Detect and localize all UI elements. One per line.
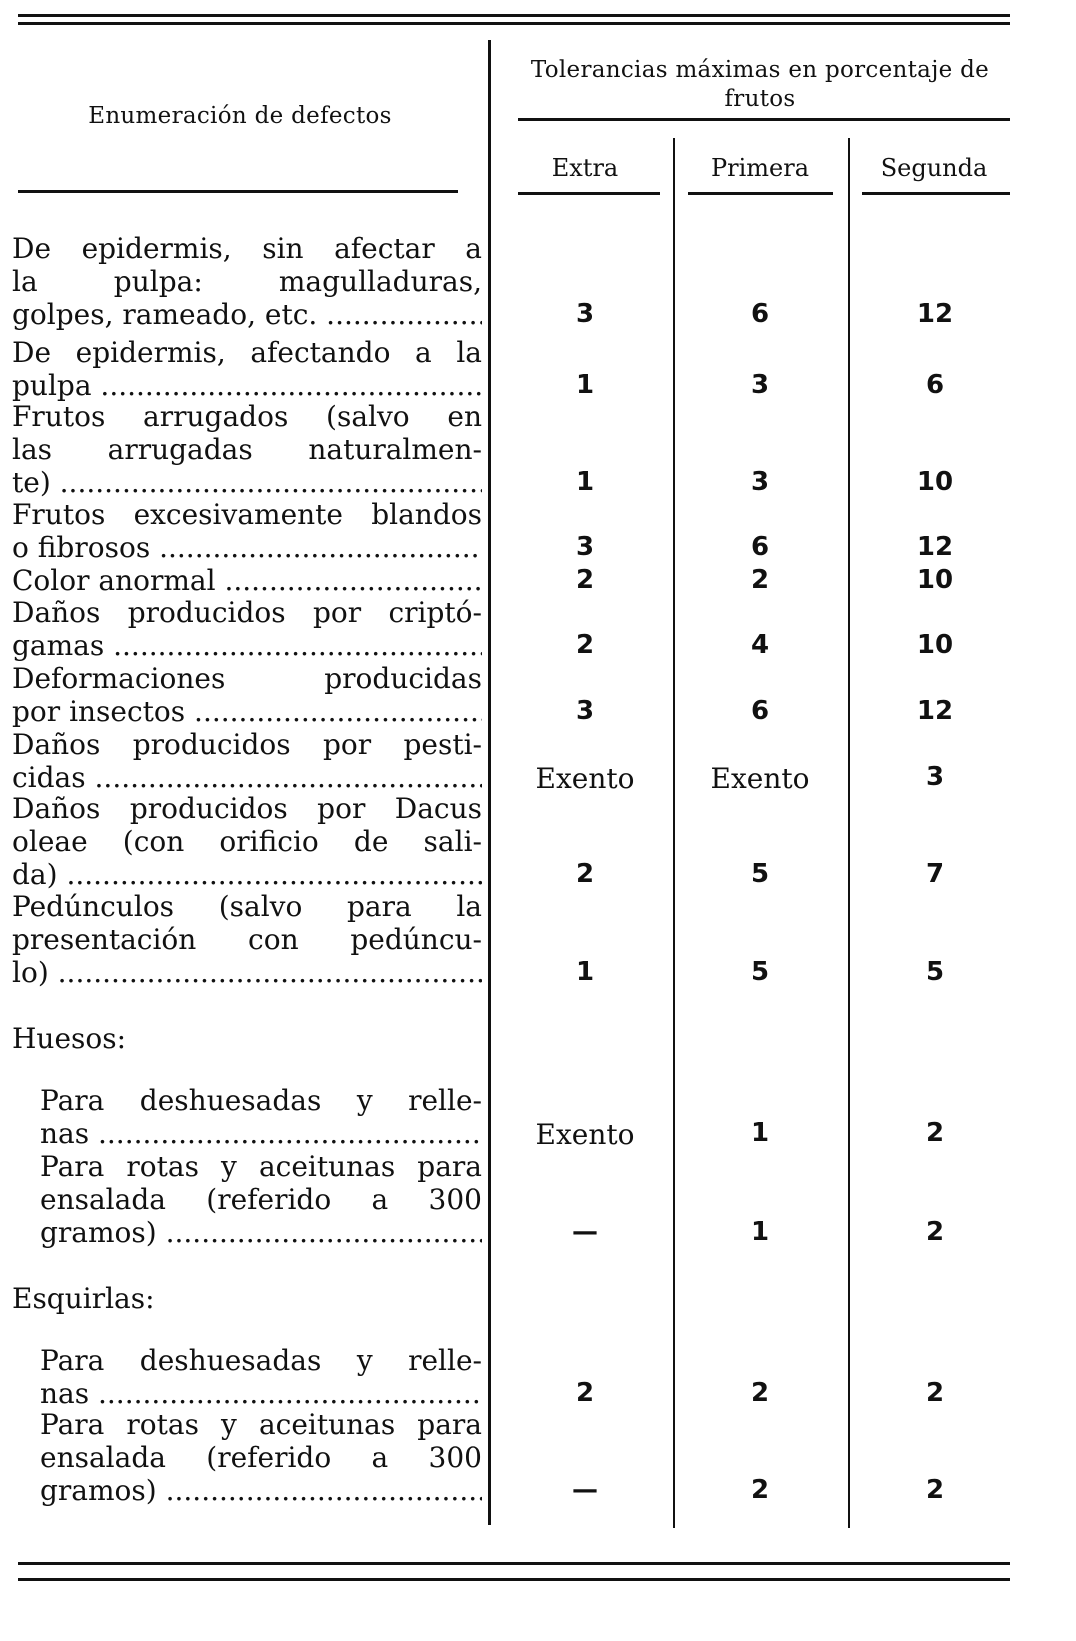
value-extra: 2 [575,565,595,595]
value-extra: — [572,1475,598,1505]
defect-label-line: Frutos excesivamente blandos [12,498,482,531]
defect-label-line: presentación con pedúncu- [12,923,482,956]
bottom-rule-1 [18,1562,1010,1565]
defect-label-line: gramos) ..... [40,1474,482,1507]
value-primera: 2 [750,1378,770,1408]
value-segunda: 5 [925,957,945,987]
left-header-rule [18,190,458,193]
section-title: Huesos: [12,1022,127,1055]
defect-label-line: nas ..... [40,1117,482,1150]
defect-label-line: golpes, rameado, etc. ..... [12,298,482,331]
value-extra: 1 [575,467,595,497]
top-rule-2 [18,22,1010,25]
value-primera: 1 [750,1217,770,1247]
defect-label-line: Color anormal ..... [12,564,482,597]
value-extra: Exento [535,762,635,795]
defect-label [12,728,482,794]
defect-label-line: De epidermis, afectando a la [12,336,482,369]
defect-label [12,498,482,564]
value-extra: 2 [575,1378,595,1408]
defect-label [40,1344,482,1410]
value-extra: 2 [575,630,595,660]
defect-label-line: las arrugadas naturalmen- [12,433,482,466]
bottom-rule-2 [18,1578,1010,1581]
value-extra: Exento [535,1118,635,1151]
defects-column-header: Enumeración de defectos [88,103,392,129]
value-primera: 6 [750,696,770,726]
defect-label-line: Para rotas y aceitunas para [40,1408,482,1441]
value-segunda: 2 [925,1475,945,1505]
value-segunda: 12 [916,532,954,562]
value-extra: 3 [575,696,595,726]
defect-label [12,662,482,728]
value-segunda: 10 [916,630,954,660]
value-primera: 3 [750,467,770,497]
defect-label-line: De epidermis, sin afectar a [12,232,482,265]
defect-label-line: Para deshuesadas y relle- [40,1344,482,1377]
defect-label [40,1408,482,1507]
defect-label [12,596,482,662]
col-rule-1 [673,138,675,1528]
col-rule-2 [848,138,850,1528]
value-primera: 1 [750,1118,770,1148]
defect-label-line: cidas ..... [12,761,482,794]
top-rule-1 [18,14,1010,17]
defect-label-line: Daños producidos por Dacus [12,792,482,825]
value-segunda: 3 [925,762,945,792]
value-extra: 1 [575,957,595,987]
tolerances-header: Tolerancias máximas en porcentaje de frutos [530,57,990,112]
defect-label-line: lo) ..... [12,956,482,989]
defect-label-line: Deformaciones producidas [12,662,482,695]
defect-label [12,792,482,891]
defect-label-line: Daños producidos por criptó- [12,596,482,629]
defect-label-line: gamas ..... [12,629,482,662]
value-segunda: 10 [916,467,954,497]
value-primera: 5 [750,859,770,889]
value-extra: 3 [575,299,595,329]
defect-label-line: Daños producidos por pesti- [12,728,482,761]
value-primera: 4 [750,630,770,660]
value-primera: 3 [750,370,770,400]
defect-label-line: por insectos ..... [12,695,482,728]
defect-label-line: ensalada (referido a 300 [40,1183,482,1216]
defect-label-line: gramos) ..... [40,1216,482,1249]
col-header-extra: Extra [551,154,619,182]
defect-label-line: Pedúnculos (salvo para la [12,890,482,923]
extra-header-rule [518,192,660,195]
defect-label-line: Para rotas y aceitunas para [40,1150,482,1183]
defect-label-line: o fibrosos ..... [12,531,482,564]
value-segunda: 7 [925,859,945,889]
defect-label [12,232,482,331]
defect-label [40,1150,482,1249]
defect-label-line: pulpa ..... [12,369,482,402]
defect-label [40,1084,482,1150]
defect-label-line: da) ..... [12,858,482,891]
main-vertical-rule [488,40,491,1525]
value-segunda: 12 [916,299,954,329]
defect-label [12,336,482,402]
defect-label [12,890,482,989]
value-primera: 6 [750,299,770,329]
value-segunda: 6 [925,370,945,400]
defect-label-line: te) ..... [12,466,482,499]
value-segunda: 2 [925,1217,945,1247]
section-title: Esquirlas: [12,1282,155,1315]
defect-label-line: la pulpa: magulladuras, [12,265,482,298]
value-extra: — [572,1217,598,1247]
value-segunda: 12 [916,696,954,726]
col-header-primera: Primera [710,154,810,182]
value-extra: 2 [575,859,595,889]
defect-label-line: Para deshuesadas y relle- [40,1084,482,1117]
col-header-segunda: Segunda [880,154,988,182]
defect-label-line: Frutos arrugados (salvo en [12,400,482,433]
value-segunda: 10 [916,565,954,595]
segunda-header-rule [862,192,1010,195]
value-primera: 6 [750,532,770,562]
defect-label-line: ensalada (referido a 300 [40,1441,482,1474]
tolerances-header-rule [518,118,1010,121]
defect-label [12,564,482,597]
defect-label [12,400,482,499]
value-primera: 2 [750,1475,770,1505]
value-primera: Exento [710,762,810,795]
value-segunda: 2 [925,1378,945,1408]
defect-label-line: nas ..... [40,1377,482,1410]
value-extra: 3 [575,532,595,562]
value-primera: 2 [750,565,770,595]
primera-header-rule [688,192,833,195]
value-extra: 1 [575,370,595,400]
value-segunda: 2 [925,1118,945,1148]
value-primera: 5 [750,957,770,987]
defect-label-line: oleae (con orificio de sali- [12,825,482,858]
